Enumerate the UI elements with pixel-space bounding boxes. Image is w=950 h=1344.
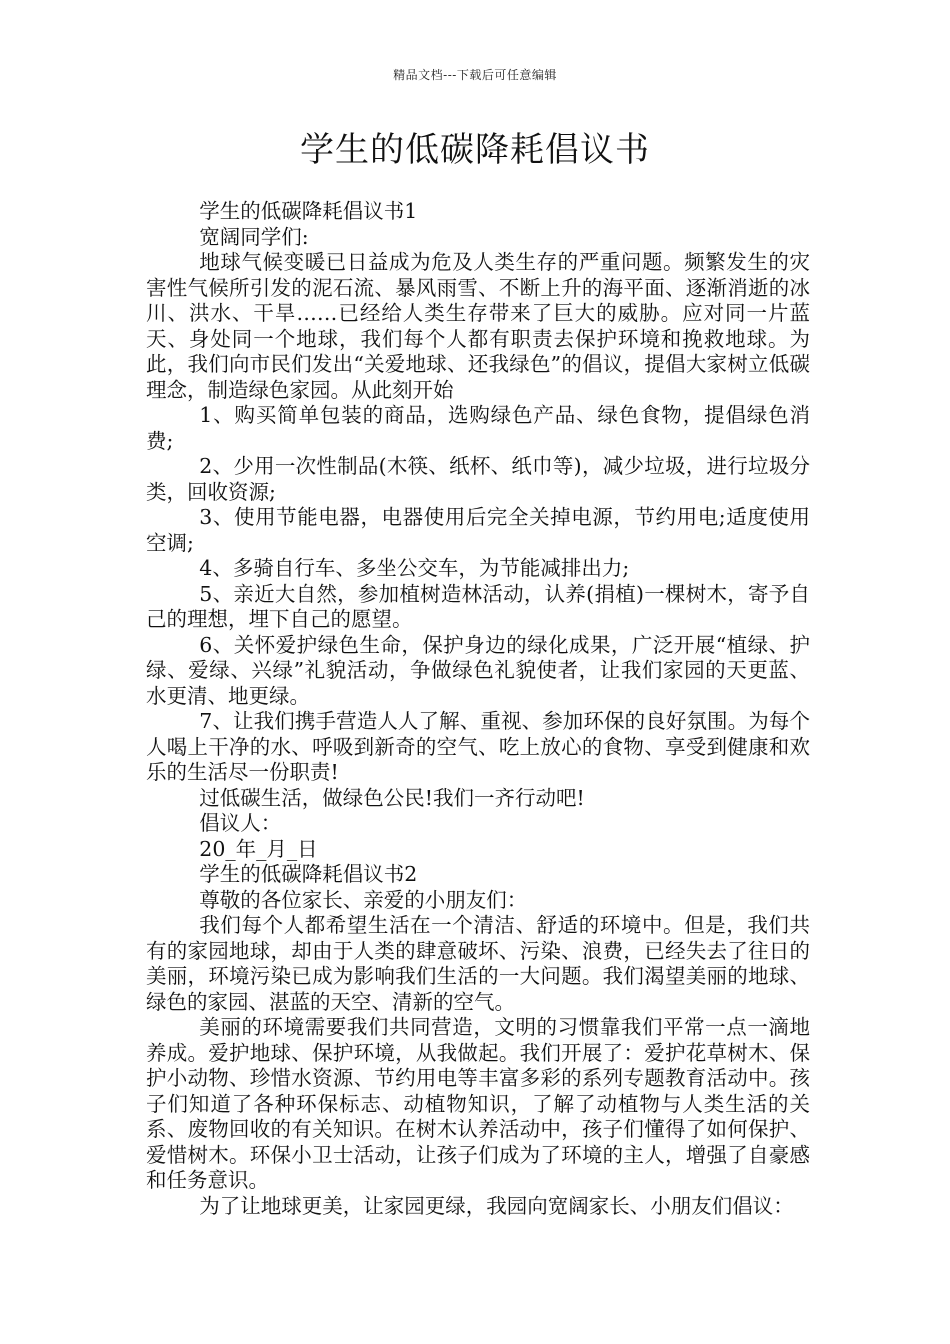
body-paragraph: 美丽的环境需要我们共同营造，文明的习惯靠我们平常一点一滴地养成。爱护地球、保护环境，从我做起。我们开展了：爱护花草树木、保护小动物、珍惜水资源、节约用电等丰富多彩的系列专题教育活动中。孩子们知道了各种环保标志、动植物知识，了解了动植物与人类生活的关系、废物回收的有关知识。在树木认养活动中，孩子们懂得了如何保护、爱惜树木。环保小卫士活动，让孩子们成为了环境的主人，增强了自豪感和任务意识。 (146, 1015, 810, 1192)
list-item: 4、多骑自行车、多坐公交车，为节能减排出力; (199, 556, 630, 580)
section-heading-2: 学生的低碳降耗倡议书2 (199, 862, 418, 886)
closing-line: 过低碳生活，做绿色公民!我们一齐行动吧! (199, 785, 585, 810)
list-item: 3、使用节能电器，电器使用后完全关掉电源，节约用电;适度使用空调; (146, 505, 810, 555)
list-item: 2、少用一次性制品(木筷、纸杯、纸巾等)，减少垃圾，进行垃圾分类，回收资源; (146, 454, 810, 504)
body-paragraph: 我们每个人都希望生活在一个清洁、舒适的环境中。但是，我们共有的家园地球，却由于人类的肆意破坏、污染、浪费，已经失去了往日的美丽，环境污染已成为影响我们生活的一大问题。我们渴望美丽的地球、绿色的家园、湛蓝的天空、清新的空气。 (146, 913, 810, 1014)
document-body (146, 199, 810, 1219)
salutation: 宽阔同学们: (199, 224, 309, 249)
body-paragraph: 地球气候变暖已日益成为危及人类生存的严重问题。频繁发生的灾害性气候所引发的泥石流、暴风雨雪、不断上升的海平面、逐渐消逝的冰川、洪水、干旱……已经给人类生存带来了巨大的威胁。应对同一片蓝天、身处同一个地球，我们每个人都有职责去保护环境和挽救地球。为此，我们向市民们发出“关爱地球、还我绿色”的倡议，提倡大家树立低碳理念，制造绿色家园。从此刻开始 (146, 250, 810, 402)
list-item: 7、让我们携手营造人人了解、重视、参加环保的良好氛围。为每个人喝上干净的水、呼吸到新奇的空气、吃上放心的食物、享受到健康和欢乐的生活尽一份职责! (146, 709, 810, 784)
salutation: 尊敬的各位家长、亲爱的小朋友们： (199, 887, 528, 912)
list-item: 5、亲近大自然，参加植树造林活动，认养(捐植)一棵树木，寄予自己的理想，埋下自己的愿望。 (146, 581, 810, 631)
document-title: 学生的低碳降耗倡议书 (300, 130, 650, 170)
section-heading-1: 学生的低碳降耗倡议书1 (199, 199, 418, 223)
list-item: 6、关怀爱护绿色生命，保护身边的绿化成果，广泛开展“植绿、护绿、爱绿、兴绿”礼貌活动，争做绿色礼貌使者，让我们家园的天更蓝、水更清、地更绿。 (146, 632, 810, 708)
list-item: 1、购买简单包装的商品，选购绿色产品、绿色食物，提倡绿色消费; (146, 403, 810, 453)
signatory-label: 倡议人： (199, 811, 282, 835)
date-line: 20_年_月_日 (199, 836, 318, 861)
header-note: 精品文档---下载后可任意编辑 (393, 68, 557, 82)
body-paragraph: 为了让地球更美，让家园更绿，我园向宽阔家长、小朋友们倡议： (199, 1193, 794, 1218)
